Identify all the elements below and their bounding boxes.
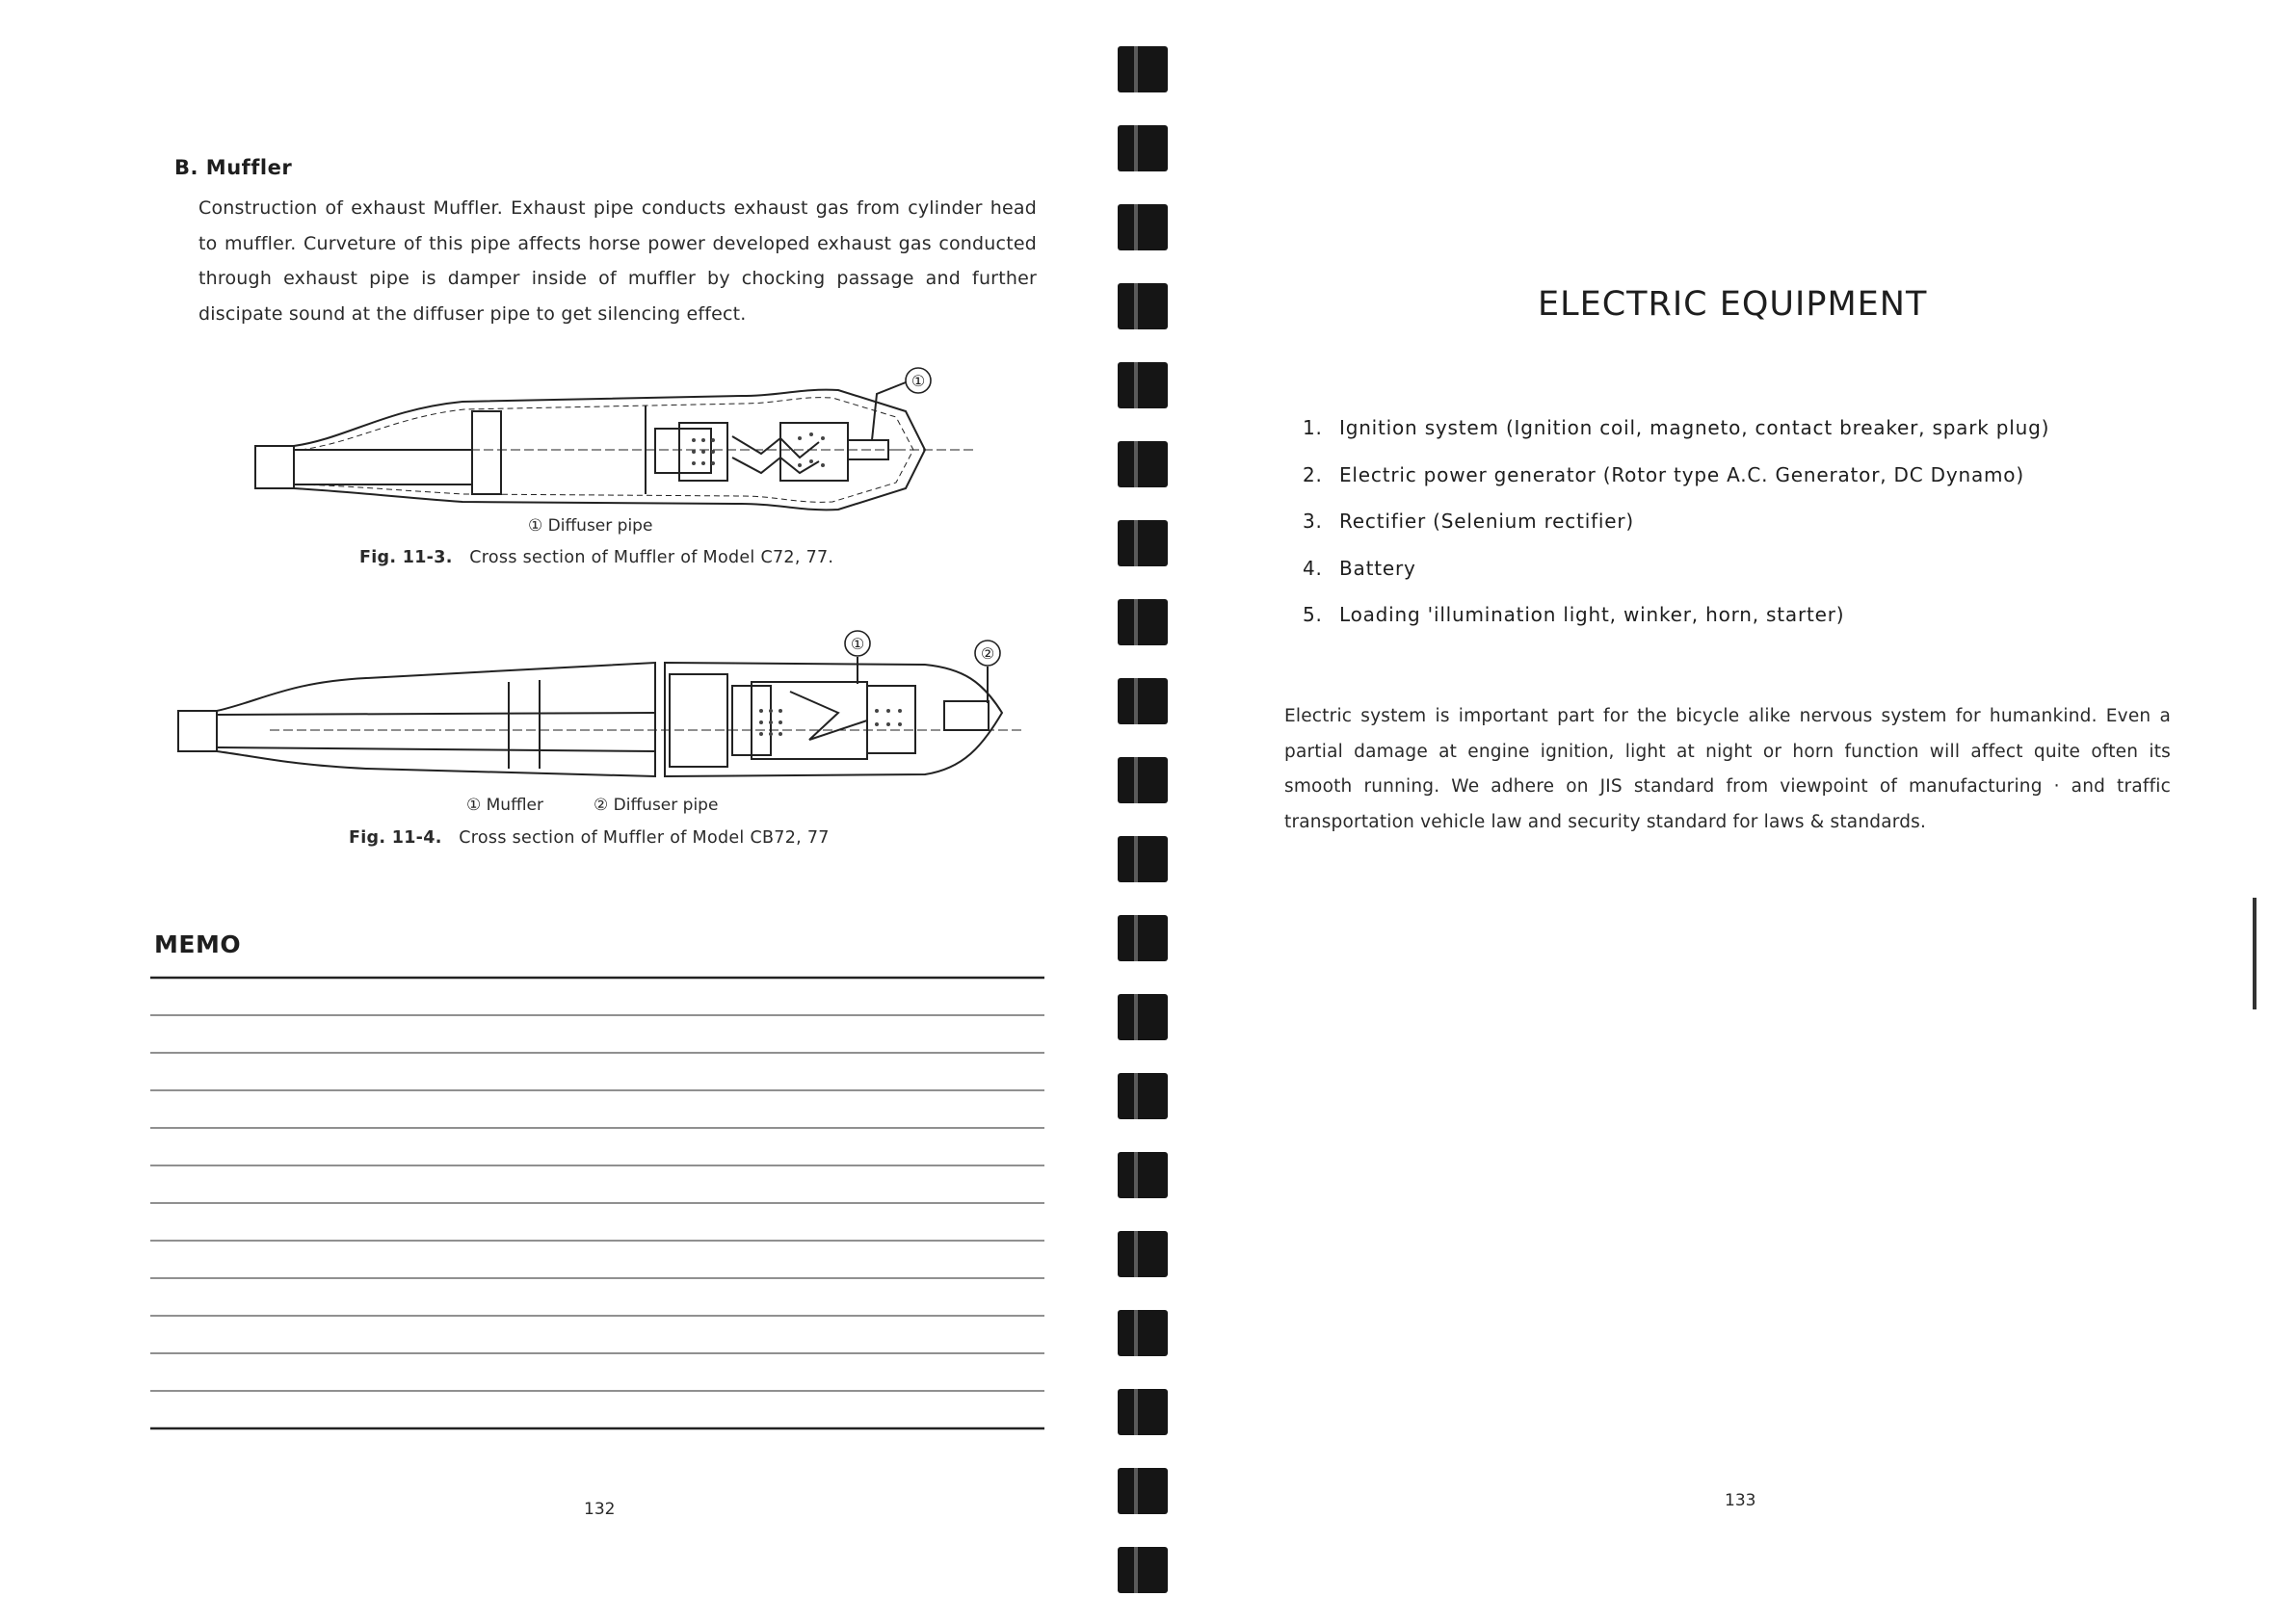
fig2-caption-text: Cross section of Muffler of Model CB72, 77 [459,828,830,848]
binding-ring [1118,204,1168,250]
list-item [1303,416,2049,463]
binding-ring [1118,520,1168,566]
binding-ring [1118,678,1168,724]
page-number-left: 132 [584,1500,616,1519]
fig2-caption-label: Fig. 11-4. [349,828,442,848]
binding-ring [1118,46,1168,92]
list-item-number: 1. [1303,416,1323,439]
memo-lines [150,972,1046,1434]
list-item-text: Loading 'illumination light, winker, horn, starter) [1339,603,1845,626]
list-item [1303,557,2049,604]
binding-ring [1118,836,1168,882]
binding-ring [1118,1152,1168,1198]
binding-ring [1118,362,1168,408]
fig1-callout: ① [910,372,926,390]
binding-ring [1118,125,1168,171]
page-edge-mark [2253,898,2256,1009]
fig2-callout-2: ② [980,644,995,663]
chapter-title: ELECTRIC EQUIPMENT [1538,285,1928,324]
binding-ring [1118,283,1168,329]
equipment-list [1303,416,2049,650]
spiral-binding [1118,39,1185,1599]
list-item [1303,463,2049,510]
section-heading: B. Muffler [174,156,293,179]
fig1-caption-label: Fig. 11-3. [359,548,453,567]
list-item-number: 5. [1303,603,1323,626]
list-item-text: Electric power generator (Rotor type A.C. Generator, DC Dynamo) [1339,462,2024,486]
intro-paragraph: Construction of exhaust Muffler. Exhaust pipe conducts exhaust gas from cylinder head to muffler. Curveture of this pipe affects horse power developed exhaust gas conducted through exhaust pipe is damper inside of muffler by chocking passage and further discipate sound at the diffuser pipe to get silencing effect. [198,197,1037,325]
fig1-legend: ① Diffuser pipe [528,516,653,536]
list-item-text: Ignition system (Ignition coil, magneto, contact breaker, spark plug) [1339,416,2050,439]
binding-ring [1118,599,1168,645]
binding-ring [1118,915,1168,961]
fig2-callout-1: ① [850,635,865,653]
list-item-number: 3. [1303,510,1323,533]
fig2-legend-2: ② Diffuser pipe [594,796,719,815]
list-item [1303,603,2049,650]
fig2-legend-1: ① Muffler [466,796,543,815]
binding-ring [1118,1073,1168,1119]
memo-title: MEMO [154,930,242,958]
binding-ring [1118,994,1168,1040]
list-item [1303,510,2049,557]
muffler-cb72-cross-section [173,624,1041,788]
fig2-caption [349,828,830,848]
binding-ring [1118,1468,1168,1514]
list-item-text: Battery [1339,556,1416,580]
binding-ring [1118,1231,1168,1277]
page-number-right: 133 [1725,1491,1756,1510]
binding-ring [1118,1310,1168,1356]
list-item-number: 2. [1303,462,1323,486]
binding-ring [1118,1547,1168,1593]
fig1-caption [359,548,833,567]
fig1-caption-text: Cross section of Muffler of Model C72, 77. [469,548,834,567]
electric-system-paragraph: Electric system is important part for the bicycle alike nervous system for humankind. Even a partial damage at engine ignition, light at night or horn function will affect quite often its smooth running. We adhere on JIS standard from viewpoint of manufacturing · and traffic transportation vehicle law and security standard for laws & standards. [1284,706,2171,832]
muffler-c72-cross-section [241,361,992,515]
binding-ring [1118,441,1168,487]
list-item-text: Rectifier (Selenium rectifier) [1339,510,1635,533]
binding-ring [1118,757,1168,803]
binding-ring [1118,1389,1168,1435]
list-item-number: 4. [1303,556,1323,580]
